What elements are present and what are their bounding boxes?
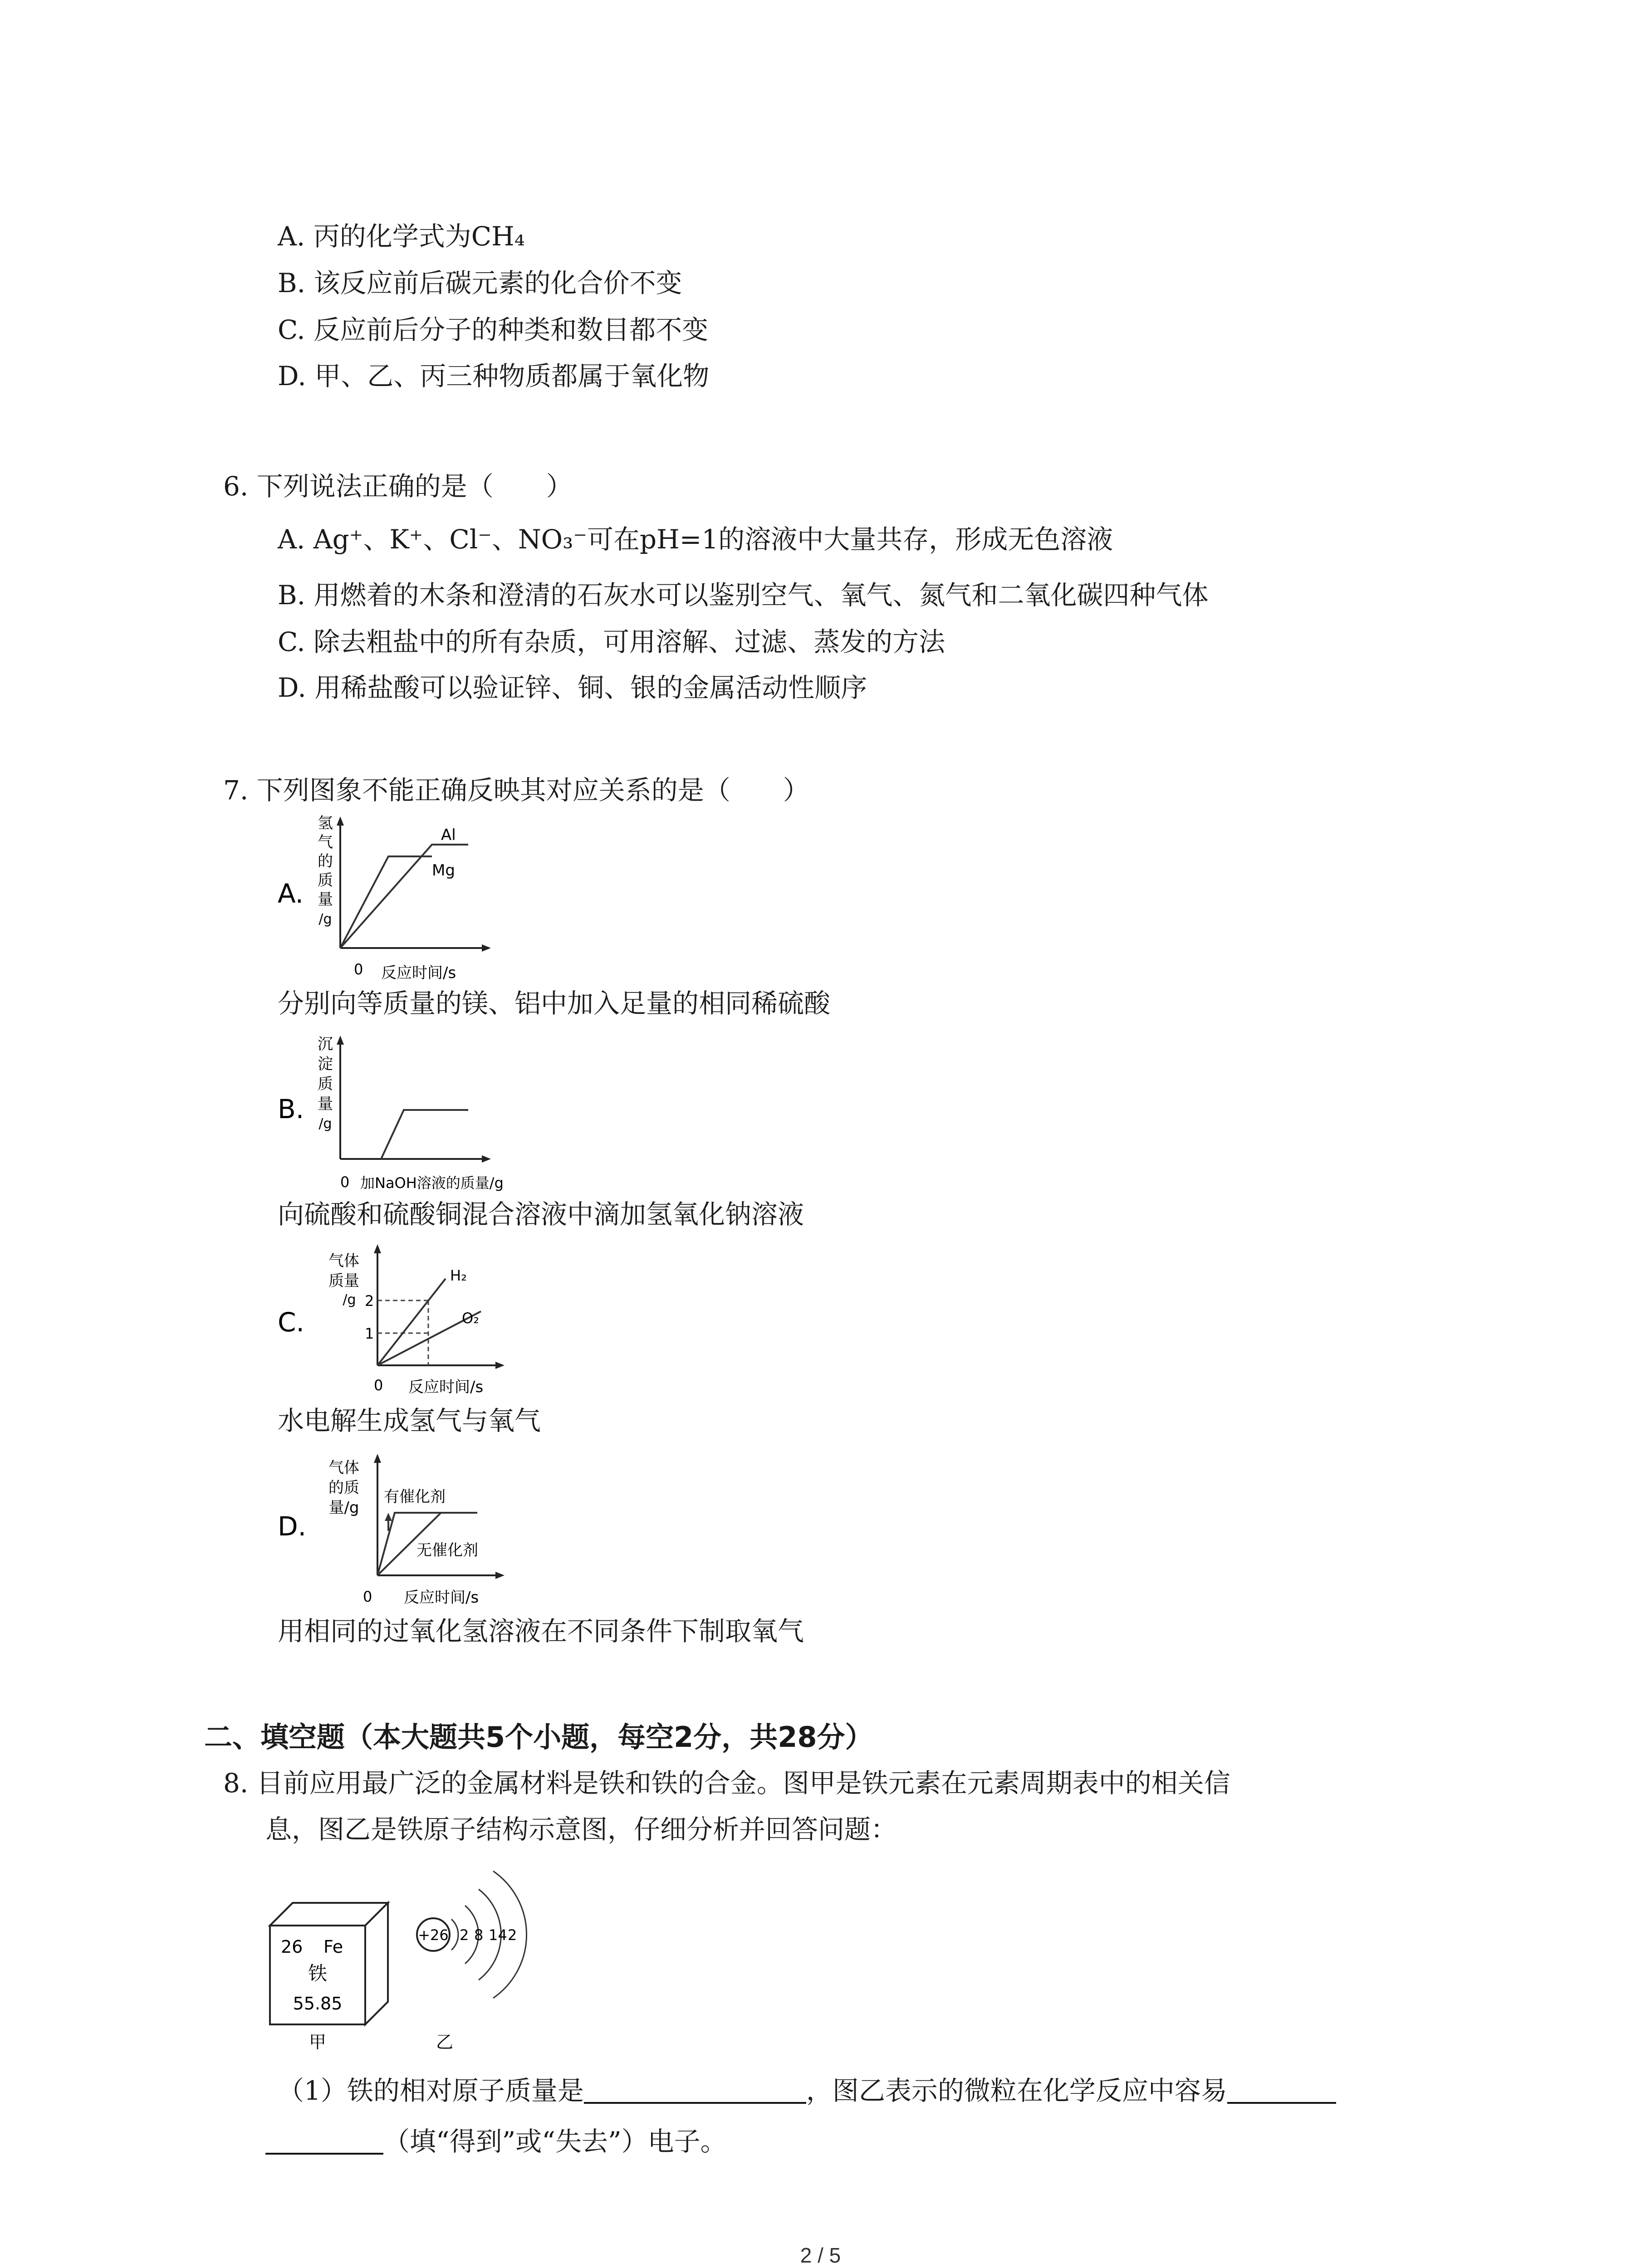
q8-sub1-line2 xyxy=(265,2126,727,2155)
option-letter: D. xyxy=(278,1511,307,1542)
page-number: 2 / 5 xyxy=(800,2244,841,2267)
element-symbol: Fe xyxy=(323,1937,343,1957)
y-axis-label-line: 质量 xyxy=(328,1272,359,1290)
y-axis-label-line: /g xyxy=(343,1292,356,1308)
y-axis-label-char: 的 xyxy=(318,852,333,870)
y-axis-label-char: 质 xyxy=(318,1075,333,1093)
element-box-side xyxy=(365,1903,388,2024)
series-label-o2: O₂ xyxy=(462,1310,480,1327)
q7-graph-b xyxy=(272,1027,554,1206)
element-name: 铁 xyxy=(308,1962,328,1984)
series-label-mg: Mg xyxy=(432,861,455,880)
x-axis-label: 反应时间/s xyxy=(404,1589,479,1607)
y-axis-label-line: 气体 xyxy=(328,1459,359,1477)
q8-stem-line2: 息，图乙是铁原子结构示意图，仔细分析并回答问题： xyxy=(265,1814,897,1845)
q8-stem-line1: 8. 目前应用最广泛的金属材料是铁和铁的合金。图甲是铁元素在元素周期表中的相关信 xyxy=(223,1768,1230,1799)
q8-sub1-text-b: ，图乙表示的微粒在化学反应中容易 xyxy=(806,2075,1227,2106)
y-axis-label-char: /g xyxy=(318,911,332,927)
y-axis-label-line: 量/g xyxy=(328,1499,359,1517)
electron-shell-1 xyxy=(451,1919,458,1950)
y-axis-label-char: 量 xyxy=(318,1095,333,1113)
origin-label: 0 xyxy=(354,961,363,978)
x-axis-label: 加NaOH溶液的质量/g xyxy=(360,1174,504,1192)
q6-option-d: D. 用稀盐酸可以验证锌、铜、银的金属活动性顺序 xyxy=(278,672,867,703)
origin-label: 0 xyxy=(340,1173,350,1191)
element-cell-figure xyxy=(265,1898,392,2054)
y-tick-2: 2 xyxy=(365,1292,374,1310)
q6-stem: 6. 下列说法正确的是（ ） xyxy=(223,471,573,502)
q5-option-a: A. 丙的化学式为CH₄ xyxy=(278,221,525,252)
x-axis-arrow xyxy=(482,944,491,952)
q7-caption-c: 水电解生成氢气与氧气 xyxy=(278,1405,541,1436)
y-axis-arrow xyxy=(337,1036,344,1045)
section-heading: 二、填空题（本大题共5个小题，每空2分，共28分） xyxy=(204,1721,873,1754)
y-axis-label-char: 量 xyxy=(318,890,333,909)
q7-graph-c xyxy=(272,1241,526,1406)
series-line-precipitate xyxy=(381,1110,468,1159)
origin-label: 0 xyxy=(374,1377,383,1394)
x-axis-arrow xyxy=(495,1572,505,1579)
figure-caption-yi: 乙 xyxy=(436,2032,454,2052)
q6-option-b: B. 用燃着的木条和澄清的石灰水可以鉴别空气、氧气、氮气和二氧化碳四种气体 xyxy=(278,580,1209,611)
series-line-al xyxy=(340,856,432,948)
shell-count: 14 xyxy=(489,1926,507,1944)
atomic-mass: 55.85 xyxy=(293,1994,343,2014)
q7-caption-d: 用相同的过氧化氢溶液在不同条件下制取氧气 xyxy=(278,1616,804,1647)
q8-sub1-line1 xyxy=(278,2076,1336,2104)
q8-sub1-text-a: （1）铁的相对原子质量是 xyxy=(278,2075,584,2106)
x-axis-arrow xyxy=(482,1155,491,1163)
x-axis-label: 反应时间/s xyxy=(408,1378,484,1396)
q5-option-c: C. 反应前后分子的种类和数目都不变 xyxy=(278,314,709,345)
answer-blank-gain-lose-part1[interactable] xyxy=(1227,2076,1336,2104)
series-label-al: Al xyxy=(441,826,456,844)
q8-sub1-text-c: （填“得到”或“失去”）电子。 xyxy=(383,2126,727,2157)
x-axis-label: 反应时间/s xyxy=(381,964,456,982)
shell-count: 8 xyxy=(474,1926,484,1944)
q7-caption-b: 向硫酸和硫酸铜混合溶液中滴加氢氧化钠溶液 xyxy=(278,1199,804,1230)
answer-blank-gain-lose-part2[interactable] xyxy=(265,2126,383,2155)
series-label-no-catalyst: 无催化剂 xyxy=(416,1541,478,1559)
atom-structure-figure xyxy=(406,1867,538,2054)
q7-stem: 7. 下列图象不能正确反映其对应关系的是（ ） xyxy=(223,775,809,806)
shell-count: 2 xyxy=(460,1926,469,1944)
y-axis-label-char: 气 xyxy=(318,833,333,851)
series-label-h2: H₂ xyxy=(450,1267,467,1284)
y-axis-label-line: 的质 xyxy=(328,1479,359,1497)
label-pointer-arrow xyxy=(385,1513,392,1521)
y-axis-label-char: 氢 xyxy=(318,814,333,832)
y-axis-label-char: 淀 xyxy=(318,1055,333,1073)
atomic-number: 26 xyxy=(281,1937,303,1957)
y-axis-label-line: 气体 xyxy=(328,1252,359,1270)
q7-graph-d xyxy=(272,1449,535,1614)
nucleus-charge: +26 xyxy=(418,1926,449,1944)
q7-caption-a: 分别向等质量的镁、铝中加入足量的相同稀硫酸 xyxy=(278,988,831,1019)
y-axis-arrow xyxy=(337,816,344,826)
series-line-h2 xyxy=(377,1279,446,1365)
origin-label: 0 xyxy=(363,1588,372,1605)
q5-option-d: D. 甲、乙、丙三种物质都属于氧化物 xyxy=(278,361,710,391)
y-axis-arrow xyxy=(374,1454,381,1463)
x-axis-arrow xyxy=(495,1362,505,1369)
y-axis-label-char: 质 xyxy=(318,871,333,890)
answer-blank-atomic-mass[interactable] xyxy=(584,2076,806,2104)
q6-option-a: A. Ag⁺、K⁺、Cl⁻、NO₃⁻可在pH=1的溶液中大量共存，形成无色溶液 xyxy=(278,524,1113,555)
q5-option-b: B. 该反应前后碳元素的化合价不变 xyxy=(278,268,682,298)
y-tick-1: 1 xyxy=(365,1325,374,1342)
shell-count: 2 xyxy=(508,1926,517,1944)
y-axis-label-char: 沉 xyxy=(318,1035,333,1053)
q6-option-c: C. 除去粗盐中的所有杂质，可用溶解、过滤、蒸发的方法 xyxy=(278,626,945,657)
option-letter: C. xyxy=(278,1307,304,1338)
series-label-catalyst: 有催化剂 xyxy=(384,1488,446,1506)
series-line-mg xyxy=(340,845,468,948)
q7-graph-a xyxy=(272,812,508,995)
y-axis-arrow xyxy=(374,1244,381,1253)
option-letter: A. xyxy=(278,878,304,909)
y-axis-label-char: /g xyxy=(318,1116,332,1132)
figure-caption-jia: 甲 xyxy=(309,2032,327,2052)
option-letter: B. xyxy=(278,1094,304,1124)
